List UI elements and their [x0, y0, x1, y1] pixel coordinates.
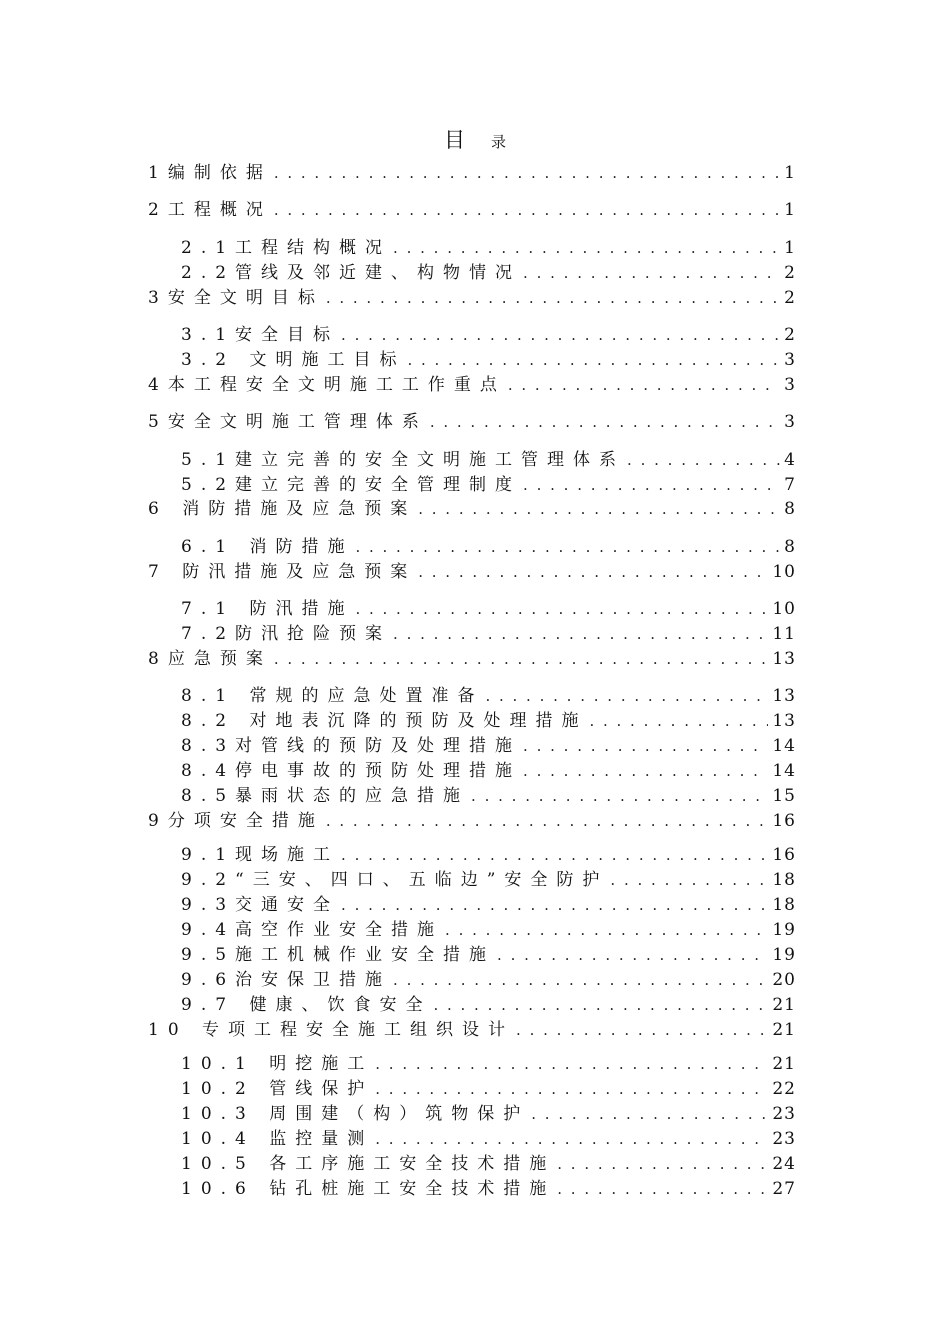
- toc-leader: [523, 473, 780, 497]
- toc-entry-page: 18: [772, 870, 796, 890]
- toc-entry-label: 6.1 消防措施: [181, 537, 354, 557]
- toc-entry[interactable]: [181, 473, 796, 497]
- toc-entry-label: 10.1 明挖施工: [181, 1054, 374, 1074]
- toc-entry-label: 4本工程安全文明施工工作重点: [148, 375, 506, 395]
- toc-entry[interactable]: [148, 161, 796, 185]
- toc-entry-label: 8.3对管线的预防及处理措施: [181, 736, 522, 756]
- toc-entry-page: 24: [772, 1154, 796, 1174]
- toc-entry[interactable]: [181, 348, 796, 372]
- toc-entry-label: 5安全文明施工管理体系: [148, 412, 428, 432]
- toc-entry[interactable]: [148, 410, 796, 434]
- toc-entry-page: 3: [784, 375, 796, 395]
- toc-entry-label: 10.4 监控量测: [181, 1129, 374, 1149]
- toc-leader: [610, 868, 768, 892]
- toc-entry-label: 3.2 文明施工目标: [181, 350, 406, 370]
- toc-entry-page: 21: [772, 995, 796, 1015]
- toc-leader: [627, 448, 780, 472]
- toc-entry-page: 14: [772, 736, 796, 756]
- toc-entry-page: 2: [784, 288, 796, 308]
- toc-title-main: 目: [443, 128, 465, 152]
- toc-entry-page: 15: [772, 786, 796, 806]
- toc-leader: [375, 1052, 768, 1076]
- toc-entry[interactable]: [181, 323, 796, 347]
- toc-entry-label: 2.1工程结构概况: [181, 238, 392, 258]
- toc-entry[interactable]: [181, 784, 796, 808]
- toc-entry-label: 9.1现场施工: [181, 845, 340, 865]
- toc-entry-label: 2工程概况: [148, 200, 272, 220]
- toc-entry-page: 13: [772, 649, 796, 669]
- toc-entry[interactable]: [181, 261, 796, 285]
- toc-entry-label: 1编制依据: [148, 163, 272, 183]
- toc-entry-page: 10: [772, 562, 796, 582]
- toc-leader: [274, 198, 780, 222]
- toc-entry[interactable]: [181, 993, 796, 1017]
- toc-entry[interactable]: [148, 809, 796, 833]
- toc-leader: [497, 943, 768, 967]
- toc-entry-page: 1: [784, 163, 796, 183]
- toc-leader: [485, 684, 768, 708]
- toc-entry-label: 8.5暴雨状态的应急措施: [181, 786, 470, 806]
- toc-entry[interactable]: [181, 448, 796, 472]
- toc-entry[interactable]: [181, 622, 796, 646]
- toc-entry[interactable]: [148, 1018, 796, 1042]
- toc-entry-page: 2: [784, 263, 796, 283]
- toc-leader: [418, 497, 780, 521]
- toc-entry-page: 16: [772, 845, 796, 865]
- toc-entry-label: 10.2 管线保护: [181, 1079, 374, 1099]
- toc-leader: [445, 918, 768, 942]
- toc-entry-label: 3.1安全目标: [181, 325, 340, 345]
- toc-entry[interactable]: [181, 843, 796, 867]
- toc-entry-label: 5.1建立完善的安全文明施工管理体系: [181, 450, 626, 470]
- toc-entry-page: 23: [772, 1129, 796, 1149]
- toc-entry[interactable]: [148, 497, 796, 521]
- toc-entry[interactable]: [148, 198, 796, 222]
- toc-entry-label: 7 防汛措施及应急预案: [148, 562, 417, 582]
- toc-entry-label: 7.2防汛抢险预案: [181, 624, 392, 644]
- toc-entry[interactable]: [181, 1077, 796, 1101]
- toc-entry-label: 9.7 健康、饮食安全: [181, 995, 432, 1015]
- toc-entry-page: 10: [772, 599, 796, 619]
- toc-leader: [393, 968, 768, 992]
- toc-entry[interactable]: [181, 734, 796, 758]
- toc-entry-page: 21: [772, 1020, 796, 1040]
- toc-leader: [418, 560, 768, 584]
- toc-leader: [508, 373, 780, 397]
- toc-leader: [341, 843, 768, 867]
- toc-leader: [523, 261, 780, 285]
- toc-entry[interactable]: [181, 759, 796, 783]
- toc-title-suffix: 录: [490, 133, 506, 151]
- toc-entry[interactable]: [148, 373, 796, 397]
- toc-entry[interactable]: [181, 943, 796, 967]
- toc-leader: [523, 759, 768, 783]
- toc-entry-page: 13: [772, 711, 796, 731]
- toc-entry-label: 9.6治安保卫措施: [181, 970, 392, 990]
- toc-entry-label: 9分项安全措施: [148, 811, 324, 831]
- toc-leader: [516, 1018, 768, 1042]
- toc-entry-page: 23: [772, 1104, 796, 1124]
- toc-entry-page: 18: [772, 895, 796, 915]
- toc-leader: [355, 535, 780, 559]
- toc-entry[interactable]: [148, 286, 796, 310]
- toc-entry[interactable]: [181, 1152, 796, 1176]
- toc-entry-page: 1: [784, 200, 796, 220]
- toc-leader: [471, 784, 768, 808]
- toc-entry[interactable]: [181, 893, 796, 917]
- toc-leader: [557, 1152, 768, 1176]
- toc-entry[interactable]: [181, 709, 796, 733]
- toc-entry-page: 27: [772, 1179, 796, 1199]
- toc-entry-label: 7.1 防汛措施: [181, 599, 354, 619]
- toc-entry-page: 3: [784, 350, 796, 370]
- toc-entry[interactable]: [181, 236, 796, 260]
- toc-entry-label: 8应急预案: [148, 649, 272, 669]
- toc-entry-label: 9.3交通安全: [181, 895, 340, 915]
- toc-leader: [375, 1077, 768, 1101]
- toc-entry-page: 19: [772, 920, 796, 940]
- toc-leader: [274, 161, 780, 185]
- toc-leader: [407, 348, 780, 372]
- toc-leader: [393, 236, 780, 260]
- toc-entry-page: 11: [772, 624, 796, 644]
- toc-leader: [375, 1127, 768, 1151]
- toc-entry-page: 7: [784, 475, 796, 495]
- toc-leader: [355, 597, 768, 621]
- toc-entry-page: 1: [784, 238, 796, 258]
- toc-entry-page: 13: [772, 686, 796, 706]
- toc-leader: [531, 1102, 768, 1126]
- toc-entry[interactable]: [148, 647, 796, 671]
- toc-leader: [274, 647, 769, 671]
- toc-entry-label: 8.1 常规的应急处置准备: [181, 686, 484, 706]
- toc-entry[interactable]: [181, 684, 796, 708]
- toc-entry[interactable]: [148, 560, 796, 584]
- toc-entry-page: 19: [772, 945, 796, 965]
- toc-entry-label: 9.4高空作业安全措施: [181, 920, 444, 940]
- toc-entry[interactable]: [181, 597, 796, 621]
- toc-leader: [523, 734, 768, 758]
- toc-entry-page: 8: [784, 537, 796, 557]
- toc-entry-page: 21: [772, 1054, 796, 1074]
- toc-entry-label: 10 专项工程安全施工组织设计: [148, 1020, 515, 1040]
- toc-entry-page: 16: [772, 811, 796, 831]
- toc-entry[interactable]: [181, 968, 796, 992]
- toc-entry-page: 3: [784, 412, 796, 432]
- toc-entry[interactable]: [181, 918, 796, 942]
- toc-leader: [326, 809, 769, 833]
- toc-leader: [433, 993, 768, 1017]
- toc-entry[interactable]: [181, 1127, 796, 1151]
- toc-entry-page: 4: [784, 450, 796, 470]
- toc-leader: [341, 893, 768, 917]
- toc-entry-label: 9.2“三安、四口、五临边”安全防护: [181, 870, 609, 890]
- toc-leader: [557, 1177, 768, 1201]
- toc-leader: [326, 286, 780, 310]
- toc-entry-label: 5.2建立完善的安全管理制度: [181, 475, 522, 495]
- toc-entry[interactable]: [181, 535, 796, 559]
- toc-entry-label: 8.2 对地表沉降的预防及处理措施: [181, 711, 588, 731]
- toc-entry-label: 2.2管线及邻近建、构物情况: [181, 263, 522, 283]
- toc-entry-page: 22: [772, 1079, 796, 1099]
- toc-entry[interactable]: [181, 868, 796, 892]
- toc-entry-label: 10.6 钻孔桩施工安全技术措施: [181, 1179, 556, 1199]
- toc-entry[interactable]: [181, 1102, 796, 1126]
- toc-entry-label: 3安全文明目标: [148, 288, 324, 308]
- toc-leader: [341, 323, 780, 347]
- toc-leader: [589, 709, 768, 733]
- toc-leader: [393, 622, 768, 646]
- toc-leader: [430, 410, 780, 434]
- toc-entry-page: 20: [772, 970, 796, 990]
- toc-entry-label: 10.5 各工序施工安全技术措施: [181, 1154, 556, 1174]
- toc-entry-label: 9.5施工机械作业安全措施: [181, 945, 496, 965]
- toc-entry-label: 8.4停电事故的预防处理措施: [181, 761, 522, 781]
- toc-entry-label: 6 消防措施及应急预案: [148, 499, 417, 519]
- toc-entry[interactable]: [181, 1052, 796, 1076]
- toc-entry[interactable]: [181, 1177, 796, 1201]
- toc-entry-page: 2: [784, 325, 796, 345]
- toc-entry-page: 14: [772, 761, 796, 781]
- toc-entry-page: 8: [784, 499, 796, 519]
- toc-entry-label: 10.3 周围建（构）筑物保护: [181, 1104, 530, 1124]
- toc-title: [0, 124, 950, 154]
